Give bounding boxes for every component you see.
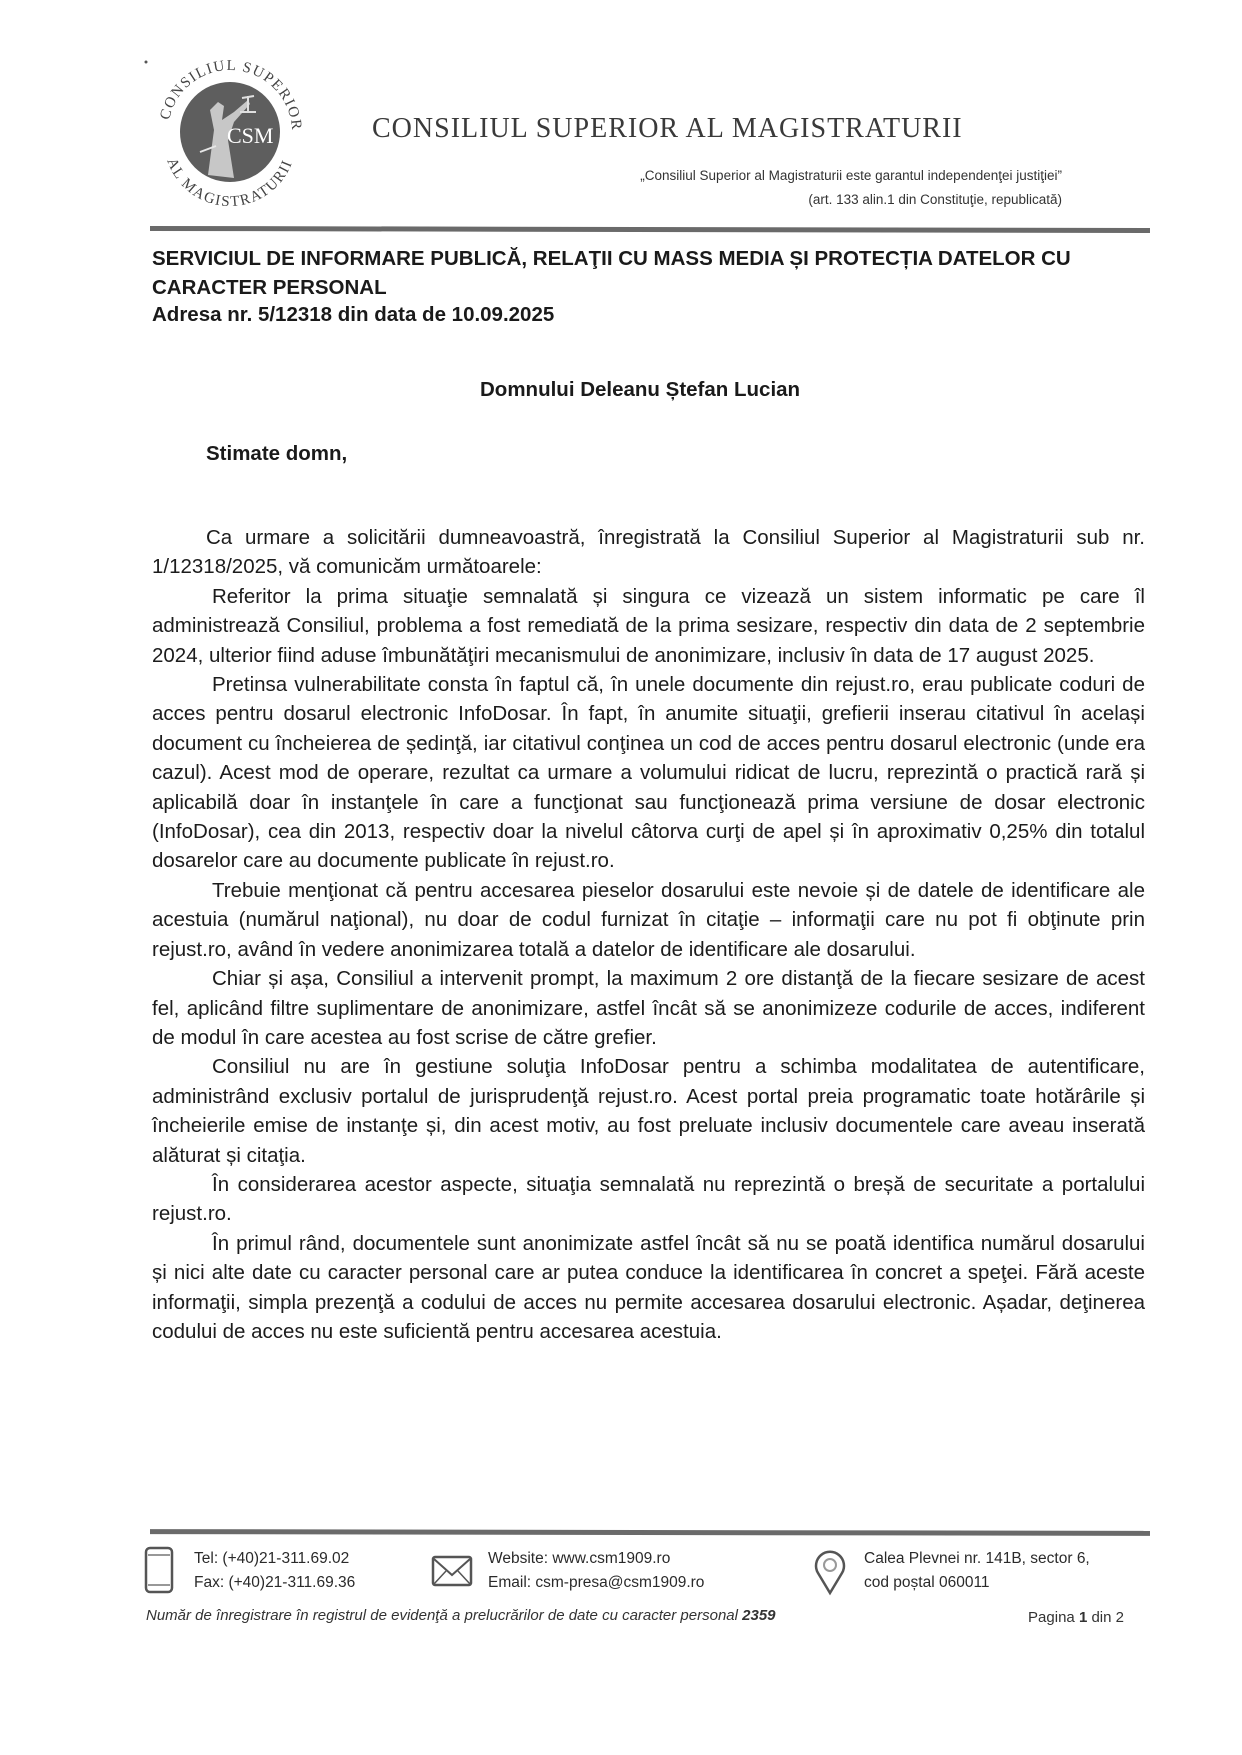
- department-heading: SERVICIUL DE INFORMARE PUBLICĂ, RELAŢII CU MASS MEDIA ȘI PROTECȚIA DATELOR CU CARACTER PERSONAL: [152, 247, 1071, 299]
- paragraph: Trebuie menţionat că pentru accesarea pieselor dosarului este nevoie și de datele de identificare ale acestuia (numărul naţional), nu doar de codul furnizat în citaţie – informaţii care nu pot fi obţinute prin rejust.ro, având în vedere anonimizarea totală a datelor de identificare ale dosarului.: [152, 878, 1145, 961]
- salutation: Stimate domn,: [206, 442, 348, 465]
- paragraph: Ca urmare a solicitării dumneavoastră, înregistrată la Consiliul Superior al Magistraturii sub nr. 1/12318/2025, vă comunicăm următoarele:: [152, 526, 1145, 579]
- page-label: Pagina: [1028, 1609, 1075, 1626]
- registry-note: [146, 1607, 776, 1624]
- telephone-number: Tel: (+40)21-311.69.02: [194, 1550, 350, 1567]
- footer-address: [810, 1545, 1090, 1597]
- csm-logo: [130, 40, 330, 210]
- paragraph: Referitor la prima situaţie semnalată și singura ce vizează un sistem informatic pe care îl administrează Consiliul, problema a fost remediată de la prima sesizare, respectiv din data de 2 septembrie 2024, ulterior fiind aduse îmbunătăţiri mecanismului de anonimizare, inclusiv în data de 17 august 2025.: [152, 584, 1145, 667]
- motto: [640, 164, 1062, 212]
- header-divider: [150, 226, 1150, 233]
- website-link[interactable]: Website: www.csm1909.ro: [488, 1550, 671, 1567]
- motto-quote: „Consiliul Superior al Magistraturii este garantul independenţei justiţiei”: [640, 168, 1062, 183]
- scales-of-justice-emblem-icon: [130, 40, 330, 210]
- paragraph: În considerarea acestor aspecte, situaţia semnalată nu reprezintă o breșă de securitate a portalului rejust.ro.: [152, 1172, 1145, 1226]
- footer-contacts: [140, 1545, 1140, 1605]
- paragraph: Chiar și așa, Consiliul a intervenit prompt, la maximum 2 ore distanţă de la fiecare sesizare de acest fel, aplicând filtre suplimentare de anonimizare, astfel încât să se anonimizeze codurile de acces, indiferent de modul în care acestea au fost scrise de către grefier.: [152, 967, 1145, 1049]
- page-of: din: [1091, 1609, 1112, 1626]
- svg-text:CSM: CSM: [227, 123, 274, 148]
- footer-web-email: [430, 1545, 704, 1597]
- phone-icon: [140, 1545, 180, 1597]
- registry-number: 2359: [742, 1607, 776, 1624]
- map-pin-icon: [810, 1545, 850, 1597]
- letter-body: [152, 523, 1145, 1346]
- svg-text:CONSILIUL SUPERIOR: CONSILIUL SUPERIOR: [157, 57, 305, 132]
- paragraph: Consiliul nu are în gestiune soluţia InfoDosar pentru a schimba modalitatea de autentificare, administrând exclusiv portalul de jurisprudenţă rejust.ro. Acest portal preia programatic toate hotărârile și încheierile emise de instanţe și, din acest motiv, au fost preluate inclusiv documentele care aveau inserată alăturat și citaţia.: [152, 1055, 1145, 1167]
- motto-citation: (art. 133 alin.1 din Constituţie, republicată): [808, 192, 1062, 207]
- fax-number: Fax: (+40)21-311.69.36: [194, 1574, 356, 1591]
- organization-title: CONSILIUL SUPERIOR AL MAGISTRATURII: [372, 113, 963, 144]
- footer-phone: [140, 1545, 355, 1597]
- addressee: Domnului Deleanu Ștefan Lucian: [480, 378, 801, 401]
- svg-text:AL MAGISTRATURII: AL MAGISTRATURII: [163, 155, 297, 210]
- address-street: Calea Plevnei nr. 141B, sector 6,: [864, 1550, 1090, 1567]
- page-current: 1: [1078, 1609, 1088, 1626]
- email-link[interactable]: Email: csm-presa@csm1909.ro: [488, 1574, 705, 1591]
- footer-divider: [150, 1529, 1150, 1536]
- envelope-icon: [430, 1545, 474, 1597]
- page-total: 2: [1115, 1609, 1124, 1626]
- address-postal-code: cod poștal 060011: [864, 1574, 990, 1591]
- document-reference: Adresa nr. 5/12318 din data de 10.09.2025: [152, 303, 555, 326]
- paragraph: Pretinsa vulnerabilitate consta în faptul că, în unele documente din rejust.ro, erau publicate coduri de acces pentru dosarul electronic InfoDosar. În fapt, în anumite situaţii, grefierii inserau citativul în același document cu încheierea de ședinţă, iar citativul conţinea un cod de acces pentru dosarul electronic (unde era cazul). Acest mod de operare, rezultat ca urmare a volumului ridicat de lucru, reprezintă o practică rară și aplicabilă doar în instanţele în care a funcţionat sau funcţionează prima versiune de dosar electronic (InfoDosar), cea din 2013, respectiv doar la nivelul câtorva curţi de apel și în aproximativ 0,25% din totalul dosarelor care au documente publicate în rejust.ro.: [152, 673, 1145, 873]
- page-number: [1028, 1609, 1124, 1626]
- registry-note-text: Număr de înregistrare în registrul de evidenţă a prelucrărilor de date cu caracter personal: [146, 1607, 738, 1624]
- paragraph: În primul rând, documentele sunt anonimizate astfel încât să nu se poată identifica numărul dosarului și nici alte date cu caracter personal care ar putea conduce la identificarea în concret a speţei. Fără aceste informaţii, simpla prezenţă a codului de acces nu permite accesarea dosarului electronic. Așadar, deţinerea codului de acces nu este suficientă pentru accesarea acestuia.: [152, 1231, 1145, 1343]
